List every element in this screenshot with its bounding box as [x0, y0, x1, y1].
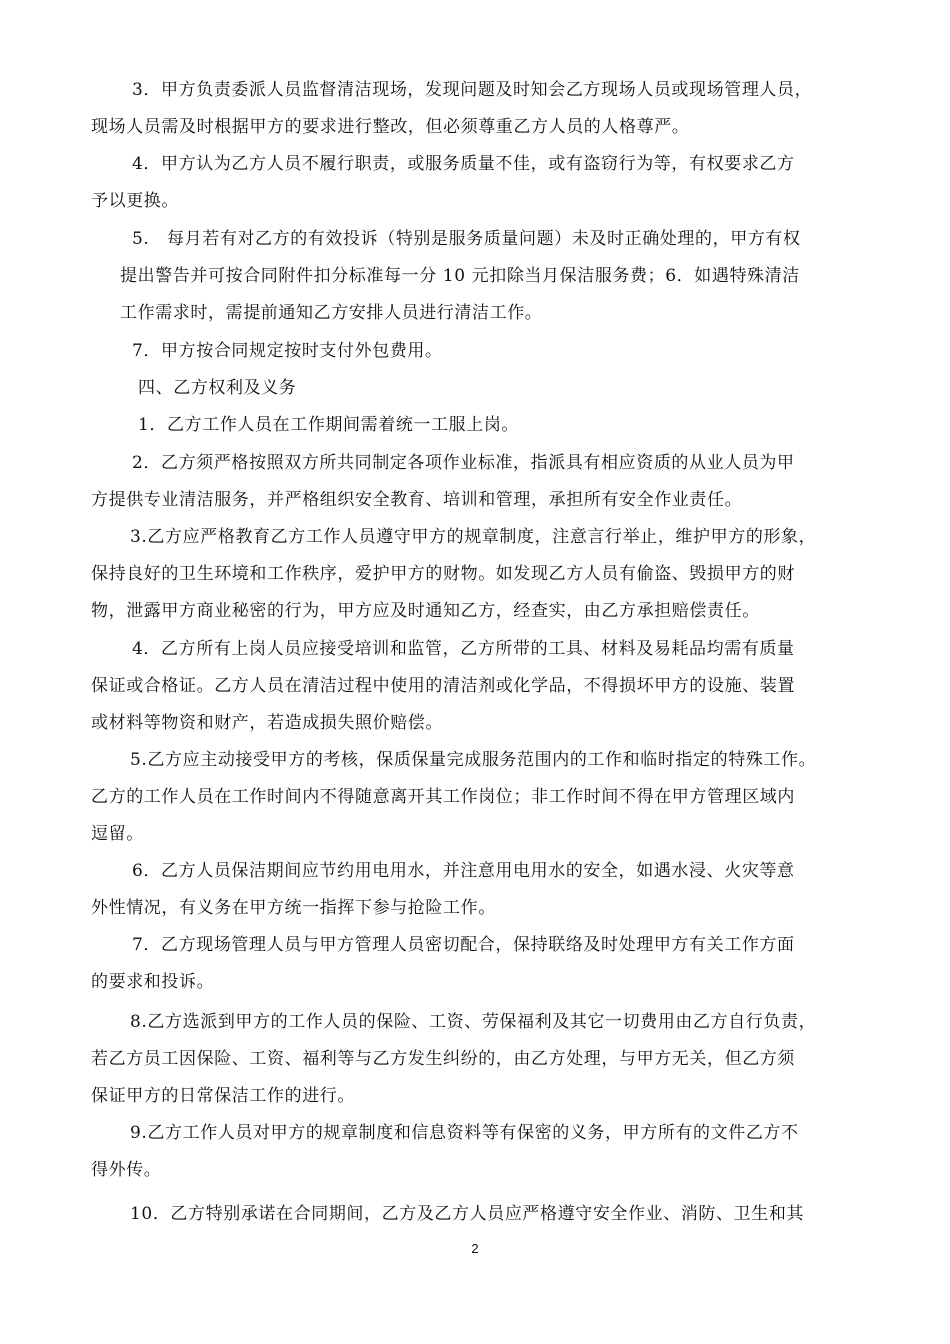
text-line: 物，泄露甲方商业秘密的行为，甲方应及时通知乙方，经查实，由乙方承担赔偿责任。 [91, 601, 760, 621]
text-line: 2．乙方须严格按照双方所共同制定各项作业标准，指派具有相应资质的从业人员为甲 [132, 453, 795, 473]
text-line: 乙方的工作人员在工作时间内不得随意离开其工作岗位；非工作时间不得在甲方管理区域内 [91, 787, 795, 807]
text-line: 4．乙方所有上岗人员应接受培训和监管，乙方所带的工具、材料及易耗品均需有质量 [132, 639, 795, 659]
text-line: 8.乙方选派到甲方的工作人员的保险、工资、劳保福利及其它一切费用由乙方自行负责， [130, 1012, 817, 1032]
text-line: 保持良好的卫生环境和工作秩序，爱护甲方的财物。如发现乙方人员有偷盗、毁损甲方的财 [91, 564, 795, 584]
text-line: 工作需求时，需提前通知乙方安排人员进行清洁工作。 [120, 303, 543, 323]
text-line: 10．乙方特别承诺在合同期间，乙方及乙方人员应严格遵守安全作业、消防、卫生和其 [130, 1204, 805, 1224]
text-line: 4．甲方认为乙方人员不履行职责，或服务质量不佳，或有盗窃行为等，有权要求乙方 [132, 154, 795, 174]
text-line: 5. 每月若有对乙方的有效投诉（特别是服务质量问题）未及时正确处理的，甲方有权 [132, 229, 801, 249]
text-line: 5.乙方应主动接受甲方的考核，保质保量完成服务范围内的工作和临时指定的特殊工作。 [130, 750, 817, 770]
text-line: 保证甲方的日常保洁工作的进行。 [91, 1086, 355, 1106]
text-line: 7．乙方现场管理人员与甲方管理人员密切配合，保持联络及时处理甲方有关工作方面 [132, 935, 795, 955]
section-heading: 四、乙方权利及义务 [138, 378, 297, 398]
text-line: 或材料等物资和财产，若造成损失照价赔偿。 [91, 713, 443, 733]
text-line: 3.乙方应严格教育乙方工作人员遵守甲方的规章制度，注意言行举止，维护甲方的形象， [130, 527, 817, 547]
page-number: 2 [471, 1241, 479, 1256]
text-line: 予以更换。 [91, 191, 179, 211]
text-line: 提出警告并可按合同附件扣分标准每一分 10 元扣除当月保洁服务费；6．如遇特殊清洁 [120, 266, 800, 286]
text-line: 外性情况，有义务在甲方统一指挥下参与抢险工作。 [91, 898, 496, 918]
text-line: 现场人员需及时根据甲方的要求进行整改，但必须尊重乙方人员的人格尊严。 [91, 117, 690, 137]
text-line: 的要求和投诉。 [91, 972, 215, 992]
text-line: 方提供专业清洁服务，并严格组织安全教育、培训和管理，承担所有安全作业责任。 [91, 490, 743, 510]
text-line: 保证或合格证。乙方人员在清洁过程中使用的清洁剂或化学品，不得损坏甲方的设施、装置 [91, 676, 795, 696]
text-line: 9.乙方工作人员对甲方的规章制度和信息资料等有保密的义务，甲方所有的文件乙方不 [130, 1123, 799, 1143]
text-line: 7．甲方按合同规定按时支付外包费用。 [132, 341, 443, 361]
text-line: 3．甲方负责委派人员监督清洁现场，发现问题及时知会乙方现场人员或现场管理人员， [132, 80, 813, 100]
text-line: 得外传。 [91, 1160, 162, 1180]
text-line: 逗留。 [91, 824, 144, 844]
text-line: 1．乙方工作人员在工作期间需着统一工服上岗。 [138, 415, 520, 435]
text-line: 若乙方员工因保险、工资、福利等与乙方发生纠纷的，由乙方处理，与甲方无关，但乙方须 [91, 1049, 795, 1069]
text-line: 6．乙方人员保洁期间应节约用电用水，并注意用电用水的安全，如遇水浸、火灾等意 [132, 861, 795, 881]
